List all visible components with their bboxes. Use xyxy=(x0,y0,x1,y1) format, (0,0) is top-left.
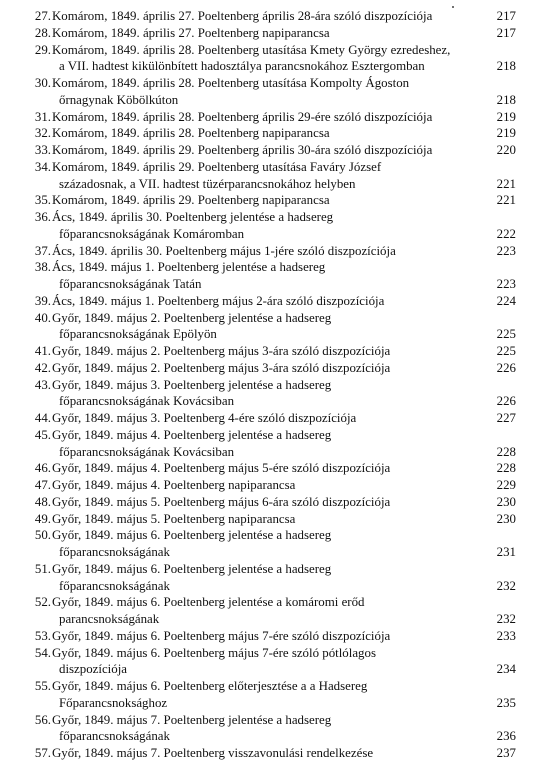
toc-list xyxy=(0,8,536,762)
toc-entry-line xyxy=(0,393,536,410)
toc-entry xyxy=(0,745,536,762)
toc-entry-line xyxy=(0,360,536,377)
entry-title: Győr, 1849. május 6. Poeltenberg jelentése a komáromi erőd xyxy=(52,595,365,610)
entry-page-number: 234 xyxy=(496,662,516,677)
toc-entry xyxy=(0,310,536,344)
entry-title: Győr, 1849. május 6. Poeltenberg jelentése a hadsereg xyxy=(52,561,332,576)
toc-entry xyxy=(0,511,536,528)
entry-page-number: 233 xyxy=(496,628,516,643)
entry-page-number: 228 xyxy=(496,461,516,476)
entry-number: 29. xyxy=(34,42,51,57)
entry-title-continuation: századosnak, a VII. hadtest tüzérparancsnokához helyben xyxy=(59,176,356,191)
toc-entry xyxy=(0,209,536,243)
entry-page-number: 222 xyxy=(496,226,516,241)
entry-title-continuation: főparancsnokságának xyxy=(59,578,170,593)
entry-page-number: 223 xyxy=(496,243,516,258)
entry-page-number: 221 xyxy=(496,176,516,191)
toc-entry-line xyxy=(0,695,536,712)
entry-title-continuation: őrnagynak Köbölkúton xyxy=(59,92,179,107)
entry-title-continuation: főparancsnokságának xyxy=(59,729,170,744)
entry-number: 47. xyxy=(34,478,51,492)
entry-page-number: 224 xyxy=(496,293,516,308)
entry-number: 28. xyxy=(34,25,51,40)
entry-page-number: 231 xyxy=(496,545,516,559)
toc-entry xyxy=(0,259,536,293)
toc-entry-line xyxy=(0,310,536,327)
entry-number: 33. xyxy=(34,143,51,157)
entry-page-number: 218 xyxy=(496,59,516,74)
entry-page-number: 230 xyxy=(496,511,516,526)
entry-page-number: 230 xyxy=(496,494,516,509)
toc-entry xyxy=(0,410,536,427)
toc-entry-line xyxy=(0,561,536,578)
entry-number: 45. xyxy=(34,427,51,442)
toc-entry xyxy=(0,142,536,159)
toc-entry xyxy=(0,25,536,42)
entry-title: Győr, 1849. május 5. Poeltenberg május 6-ára szóló diszpozíciója xyxy=(52,494,391,509)
entry-page-number: 235 xyxy=(496,695,516,710)
toc-entry xyxy=(0,527,536,561)
toc-entry-line xyxy=(0,410,536,427)
entry-page-number: 229 xyxy=(496,478,516,492)
entry-number: 53. xyxy=(34,628,51,643)
entry-title: Komárom, 1849. április 28. Poeltenberg utasítása Kmety György ezredeshez, xyxy=(52,42,451,57)
toc-entry-line xyxy=(0,259,536,276)
entry-page-number: 236 xyxy=(496,729,516,744)
entry-title: Komárom, 1849. április 29. Poeltenberg napiparancsa xyxy=(52,193,330,208)
toc-entry-line xyxy=(0,460,536,477)
entry-page-number: 226 xyxy=(496,394,516,409)
toc-entry xyxy=(0,159,536,193)
toc-entry-line xyxy=(0,661,536,678)
entry-title: Komárom, 1849. április 28. Poeltenberg napiparancsa xyxy=(52,126,330,141)
toc-entry xyxy=(0,75,536,109)
entry-title: Győr, 1849. május 3. Poeltenberg 4-ére szóló diszpozíciója xyxy=(52,411,357,425)
entry-title: Komárom, 1849. április 27. Poeltenberg április 28-ára szóló diszpozíciója xyxy=(52,9,433,23)
entry-number: 42. xyxy=(34,360,51,375)
entry-number: 50. xyxy=(34,528,51,543)
toc-entry xyxy=(0,360,536,377)
entry-number: 44. xyxy=(34,411,51,425)
entry-title: Komárom, 1849. április 28. Poeltenberg április 29-ére szóló diszpozíciója xyxy=(52,109,433,124)
toc-entry-line xyxy=(0,427,536,444)
toc-entry xyxy=(0,192,536,209)
entry-page-number: 217 xyxy=(496,25,516,40)
toc-entry-line xyxy=(0,527,536,544)
toc-entry xyxy=(0,8,536,25)
entry-title-continuation: a VII. hadtest kikülönbített hadosztálya parancsnokához Esztergomban xyxy=(59,59,425,74)
entry-title: Győr, 1849. május 7. Poeltenberg visszavonulási rendelkezése xyxy=(52,746,374,760)
entry-number: 46. xyxy=(34,461,51,476)
toc-entry xyxy=(0,109,536,126)
entry-page-number: 232 xyxy=(496,578,516,593)
toc-entry xyxy=(0,561,536,595)
entry-page-number: 218 xyxy=(496,92,516,107)
toc-entry-line xyxy=(0,293,536,310)
entry-number: 49. xyxy=(34,511,51,526)
entry-number: 39. xyxy=(34,293,51,308)
toc-entry-line xyxy=(0,92,536,109)
entry-page-number: 220 xyxy=(496,143,516,157)
entry-title: Győr, 1849. május 6. Poeltenberg jelentése a hadsereg xyxy=(52,528,332,543)
entry-title: Győr, 1849. május 6. Poeltenberg május 7-ére szóló pótlólagos xyxy=(52,645,376,660)
entry-title: Komárom, 1849. április 27. Poeltenberg napiparancsa xyxy=(52,25,330,40)
toc-entry-line xyxy=(0,594,536,611)
toc-entry-line xyxy=(0,628,536,645)
entry-title: Győr, 1849. május 7. Poeltenberg jelentése a hadsereg xyxy=(52,712,332,727)
toc-entry-line xyxy=(0,678,536,695)
toc-entry-line xyxy=(0,477,536,494)
entry-title: Győr, 1849. május 2. Poeltenberg május 3-ára szóló diszpozíciója xyxy=(52,344,391,358)
entry-number: 36. xyxy=(34,210,51,224)
toc-entry-line xyxy=(0,25,536,42)
entry-number: 31. xyxy=(34,109,51,124)
entry-number: 51. xyxy=(34,561,51,576)
toc-entry xyxy=(0,293,536,310)
toc-entry xyxy=(0,343,536,360)
toc-entry-line xyxy=(0,58,536,75)
entry-title: Ács, 1849. április 30. Poeltenberg május 1-jére szóló diszpozíciója xyxy=(52,243,396,258)
entry-title: Győr, 1849. május 4. Poeltenberg napiparancsa xyxy=(52,478,296,492)
entry-page-number: 225 xyxy=(496,344,516,358)
toc-entry-line xyxy=(0,159,536,176)
entry-page-number: 221 xyxy=(496,193,516,208)
toc-entry-line xyxy=(0,42,536,59)
entry-page-number: 219 xyxy=(496,109,516,124)
entry-number: 37. xyxy=(34,243,51,258)
entry-number: 35. xyxy=(34,193,51,208)
entry-page-number: 237 xyxy=(496,746,516,760)
entry-number: 43. xyxy=(34,377,51,392)
entry-number: 27. xyxy=(34,9,51,23)
entry-page-number: 228 xyxy=(496,444,516,459)
toc-entry xyxy=(0,712,536,746)
entry-title: Győr, 1849. május 2. Poeltenberg jelentése a hadsereg xyxy=(52,310,332,325)
toc-entry xyxy=(0,594,536,628)
entry-title: Győr, 1849. május 6. Poeltenberg előterjesztése a a Hadsereg xyxy=(52,679,368,693)
entry-number: 57. xyxy=(34,746,51,760)
entry-number: 40. xyxy=(34,310,51,325)
entry-title-continuation: főparancsnokságának Epölyön xyxy=(59,327,217,342)
entry-title-continuation: parancsnokságának xyxy=(59,612,160,626)
entry-title-continuation: diszpozíciója xyxy=(59,662,128,677)
entry-title: Ács, 1849. május 1. Poeltenberg jelentése a hadsereg xyxy=(52,260,326,275)
toc-entry-line xyxy=(0,728,536,745)
toc-entry-line xyxy=(0,745,536,762)
entry-page-number: 219 xyxy=(496,126,516,141)
toc-entry xyxy=(0,243,536,260)
toc-entry-line xyxy=(0,75,536,92)
entry-page-number: 217 xyxy=(496,9,516,23)
entry-number: 41. xyxy=(34,344,51,358)
toc-entry xyxy=(0,42,536,76)
entry-page-number: 232 xyxy=(496,612,516,626)
toc-entry-line xyxy=(0,125,536,142)
entry-title-continuation: Főparancsnoksághoz xyxy=(59,695,168,710)
toc-entry-line xyxy=(0,226,536,243)
entry-number: 38. xyxy=(34,260,51,275)
entry-title-continuation: főparancsnokságának xyxy=(59,545,170,559)
entry-title: Győr, 1849. május 5. Poeltenberg napiparancsa xyxy=(52,511,296,526)
toc-entry-line xyxy=(0,494,536,511)
entry-title: Győr, 1849. május 3. Poeltenberg jelentése a hadsereg xyxy=(52,377,332,392)
entry-page-number: 225 xyxy=(496,327,516,342)
entry-title-continuation: főparancsnokságának Kovácsiban xyxy=(59,394,235,409)
entry-page-number: 226 xyxy=(496,360,516,375)
toc-entry xyxy=(0,427,536,461)
toc-entry-line xyxy=(0,511,536,528)
entry-number: 56. xyxy=(34,712,51,727)
entry-number: 32. xyxy=(34,126,51,141)
toc-entry-line xyxy=(0,176,536,193)
toc-entry xyxy=(0,628,536,645)
entry-page-number: 227 xyxy=(496,411,516,425)
toc-entry-line xyxy=(0,109,536,126)
toc-entry xyxy=(0,477,536,494)
entry-title: Komárom, 1849. április 28. Poeltenberg utasítása Kompolty Ágoston xyxy=(52,76,410,90)
entry-title: Győr, 1849. május 2. Poeltenberg május 3-ára szóló diszpozíciója xyxy=(52,360,391,375)
toc-entry-line xyxy=(0,8,536,25)
entry-number: 48. xyxy=(34,494,51,509)
entry-number: 30. xyxy=(34,76,51,90)
entry-title-continuation: főparancsnokságának Kovácsiban xyxy=(59,444,235,459)
entry-title: Győr, 1849. május 4. Poeltenberg jelentése a hadsereg xyxy=(52,427,332,442)
toc-entry-line xyxy=(0,645,536,662)
entry-page-number: 223 xyxy=(496,277,516,291)
entry-title: Győr, 1849. május 6. Poeltenberg május 7-ére szóló diszpozíciója xyxy=(52,628,391,643)
toc-entry xyxy=(0,494,536,511)
toc-entry xyxy=(0,377,536,411)
toc-entry xyxy=(0,678,536,712)
entry-title: Ács, 1849. május 1. Poeltenberg május 2-ára szóló diszpozíciója xyxy=(52,293,385,308)
toc-entry-line xyxy=(0,611,536,628)
entry-title: Komárom, 1849. április 29. Poeltenberg utasítása Faváry József xyxy=(52,159,382,174)
toc-entry-line xyxy=(0,343,536,360)
toc-entry xyxy=(0,460,536,477)
entry-title-continuation: főparancsnokságának Tatán xyxy=(59,277,202,291)
toc-entry-line xyxy=(0,209,536,226)
entry-number: 52. xyxy=(34,595,51,610)
entry-title: Ács, 1849. április 30. Poeltenberg jelentése a hadsereg xyxy=(52,210,334,224)
entry-number: 34. xyxy=(34,159,51,174)
entry-number: 54. xyxy=(34,645,51,660)
entry-number: 55. xyxy=(34,679,51,693)
toc-entry-line xyxy=(0,326,536,343)
toc-entry-line xyxy=(0,377,536,394)
toc-entry-line xyxy=(0,142,536,159)
entry-title-continuation: főparancsnokságának Komáromban xyxy=(59,226,245,241)
toc-entry-line xyxy=(0,192,536,209)
toc-entry-line xyxy=(0,578,536,595)
toc-entry xyxy=(0,645,536,679)
toc-entry-line xyxy=(0,276,536,293)
entry-title: Komárom, 1849. április 29. Poeltenberg április 30-ára szóló diszpozíciója xyxy=(52,143,433,157)
toc-entry-line xyxy=(0,712,536,729)
toc-entry-line xyxy=(0,544,536,561)
toc-entry-line xyxy=(0,243,536,260)
toc-entry-line xyxy=(0,444,536,461)
toc-entry xyxy=(0,125,536,142)
entry-title: Győr, 1849. május 4. Poeltenberg május 5-ére szóló diszpozíciója xyxy=(52,461,391,476)
